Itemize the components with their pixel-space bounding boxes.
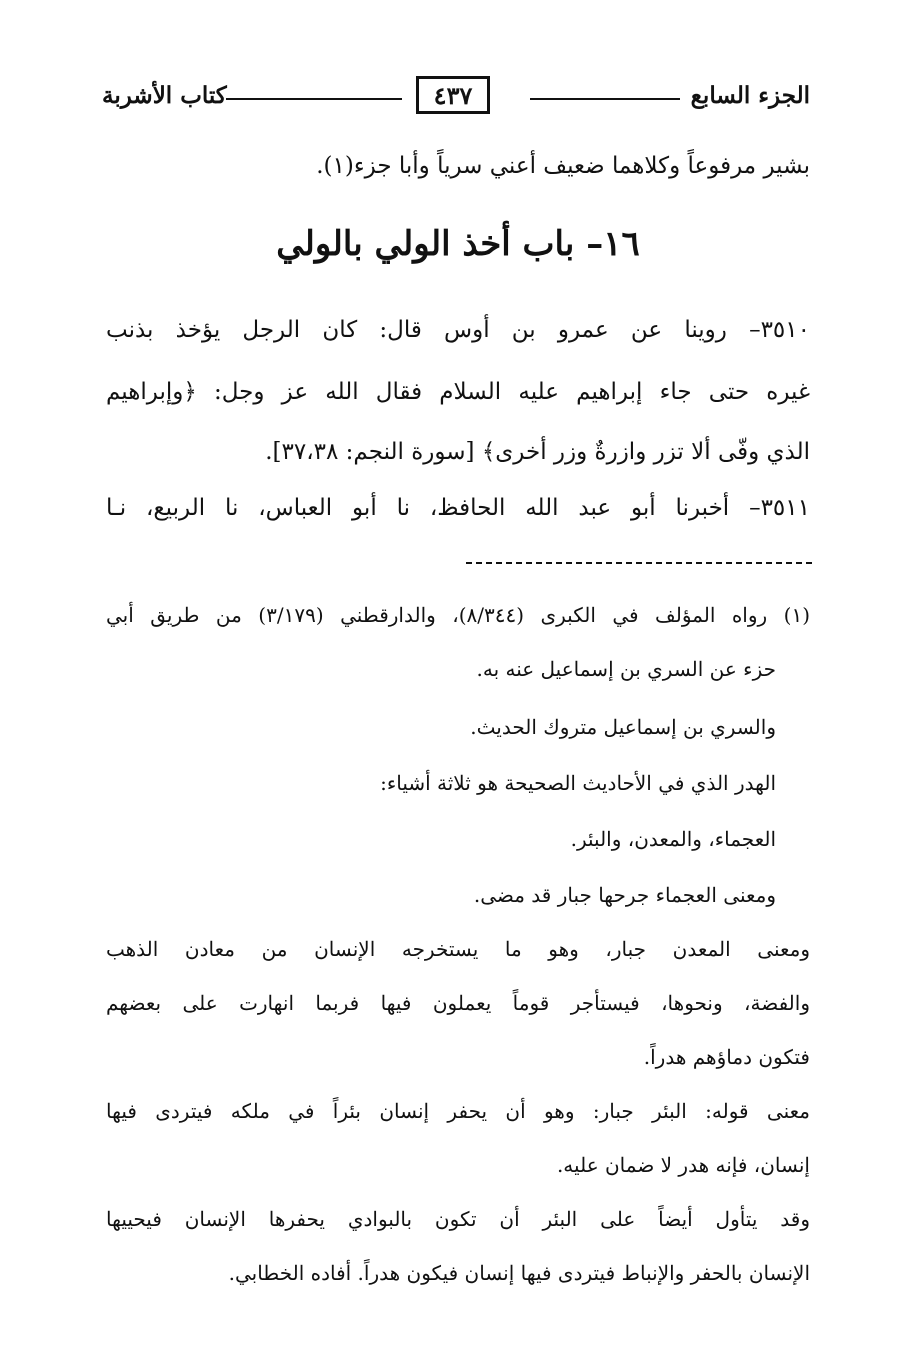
volume-label: الجزء السابع [690,82,810,109]
footnote-line: حزء عن السري بن إسماعيل عنه به. [476,657,776,681]
footnote-line: والسري بن إسماعيل متروك الحديث. [470,715,776,739]
header-rule-right [530,98,680,100]
book-label: كتاب الأشربة [102,82,227,109]
footnote-line: الإنسان بالحفر والإنباط فيتردى فيها إنسان فيكون هدراً. أفاده الخطابي. [228,1261,810,1285]
header-rule-left [226,98,402,100]
footnote-line: معنى قوله: البئر جبار: وهو أن يحفر إنسان بئراً في ملكه فيتردى فيها [106,1099,810,1123]
footnote-line: العجماء، والمعدن، والبئر. [570,827,776,851]
footnote-line: الهدر الذي في الأحاديث الصحيحة هو ثلاثة أشياء: [380,771,776,795]
footnote-line: فتكون دماؤهم هدراً. [643,1045,810,1069]
chapter-heading: ١٦– باب أخذ الولي بالولي [276,224,640,264]
footnote-separator [466,562,812,564]
footnote-line: وقد يتأول أيضاً على البئر أن تكون بالبوادي يحفرها الإنسان فيحييها [106,1207,810,1231]
hadith-3511-line-1: ٣٥١١– أخبرنا أبو عبد الله الحافظ، نا أبو العباس، نا الربيع، نـا [106,495,810,521]
page-number: ٤٣٧ [433,80,473,110]
running-header [102,76,810,120]
intro-line: بشير مرفوعاً وكلاهما ضعيف أعني سرياً وأبا جزء(١). [316,153,810,179]
footnote-line: ومعنى المعدن جبار، وهو ما يستخرجه الإنسان من معادن الذهب [106,937,810,961]
footnote-line: (١) رواه المؤلف في الكبرى (٨/٣٤٤)، والدارقطني (٣/١٧٩) من طريق أبي [106,603,811,627]
footnote-line: والفضة، ونحوها، فيستأجر قوماً يعملون فيها فربما انهارت على بعضهم [106,991,810,1015]
footnote-line: ومعنى العجماء جرحها جبار قد مضى. [473,883,776,907]
hadith-3510-line-2: غيره حتى جاء إبراهيم عليه السلام فقال الله عز وجل: ﴿وإبراهيم [106,379,810,405]
hadith-3510-line-1: ٣٥١٠– روينا عن عمرو بن أوس قال: كان الرجل يؤخذ بذنب [106,317,810,343]
page-number-box [416,76,490,114]
footnote-line: إنسان، فإنه هدر لا ضمان عليه. [556,1153,810,1177]
hadith-3510-line-3: الذي وفّى ألا تزر وازرةٌ وزر أخرى﴾ [سورة النجم: ٣٧،٣٨]. [265,439,810,465]
